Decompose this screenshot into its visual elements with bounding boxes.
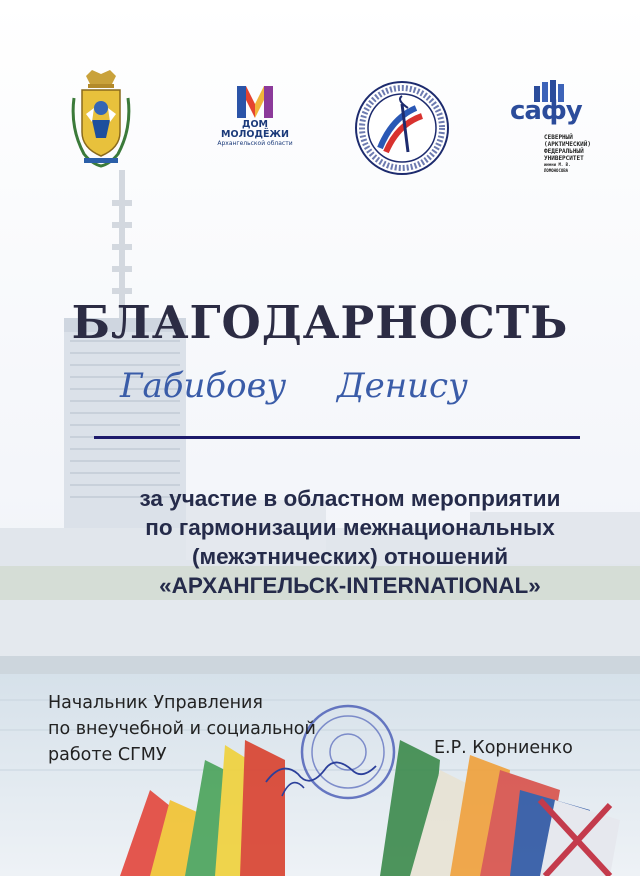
certificate-body [60, 484, 640, 600]
signatory-position [48, 690, 368, 768]
arkhangelsk-coat-of-arms-icon [66, 68, 136, 170]
sgmu-emblem [352, 78, 452, 178]
dom-logo-line2: МОЛОДЁЖИ [220, 129, 290, 140]
sgmu-seal-icon [352, 78, 452, 178]
recipient-name: Габибову Денису [120, 366, 468, 406]
position-line: по внеучебной и социальной [48, 719, 316, 739]
recipient-underline [94, 436, 580, 439]
safu-subtitle-line: (АРКТИЧЕСКИЙ) [544, 141, 591, 148]
body-line: «АРХАНГЕЛЬСК-INTERNATIONAL» [159, 573, 541, 598]
dom-molodezhi-m-icon [233, 84, 277, 120]
dom-molodezhi-logo [210, 84, 300, 164]
position-line: Начальник Управления [48, 693, 263, 713]
safu-subtitle-line: УНИВЕРСИТЕТ [544, 155, 584, 162]
dom-logo-line3: Архангельской области [217, 140, 293, 147]
safu-subtitle-line: имени М. В. ЛОМОНОСОВА [544, 162, 571, 173]
signatory-name: Е.Р. Корниенко [434, 738, 573, 758]
coat-of-arms [66, 68, 136, 170]
body-line: по гармонизации межнациональных [145, 515, 555, 540]
position-line: работе СГМУ [48, 745, 167, 765]
safu-subtitle-line: ФЕДЕРАЛЬНЫЙ [544, 148, 584, 155]
safu-logo [510, 80, 591, 190]
safu-wordmark: сафу [510, 96, 582, 126]
body-line: (межэтнических) отношений [191, 544, 509, 569]
dom-logo-line1: ДОМ [242, 119, 268, 130]
safu-subtitle [544, 134, 591, 174]
safu-subtitle-line: СЕВЕРНЫЙ [544, 134, 573, 141]
body-line: за участие в областном мероприятии [139, 486, 561, 511]
certificate-title: БЛАГОДАРНОСТЬ [71, 296, 569, 349]
